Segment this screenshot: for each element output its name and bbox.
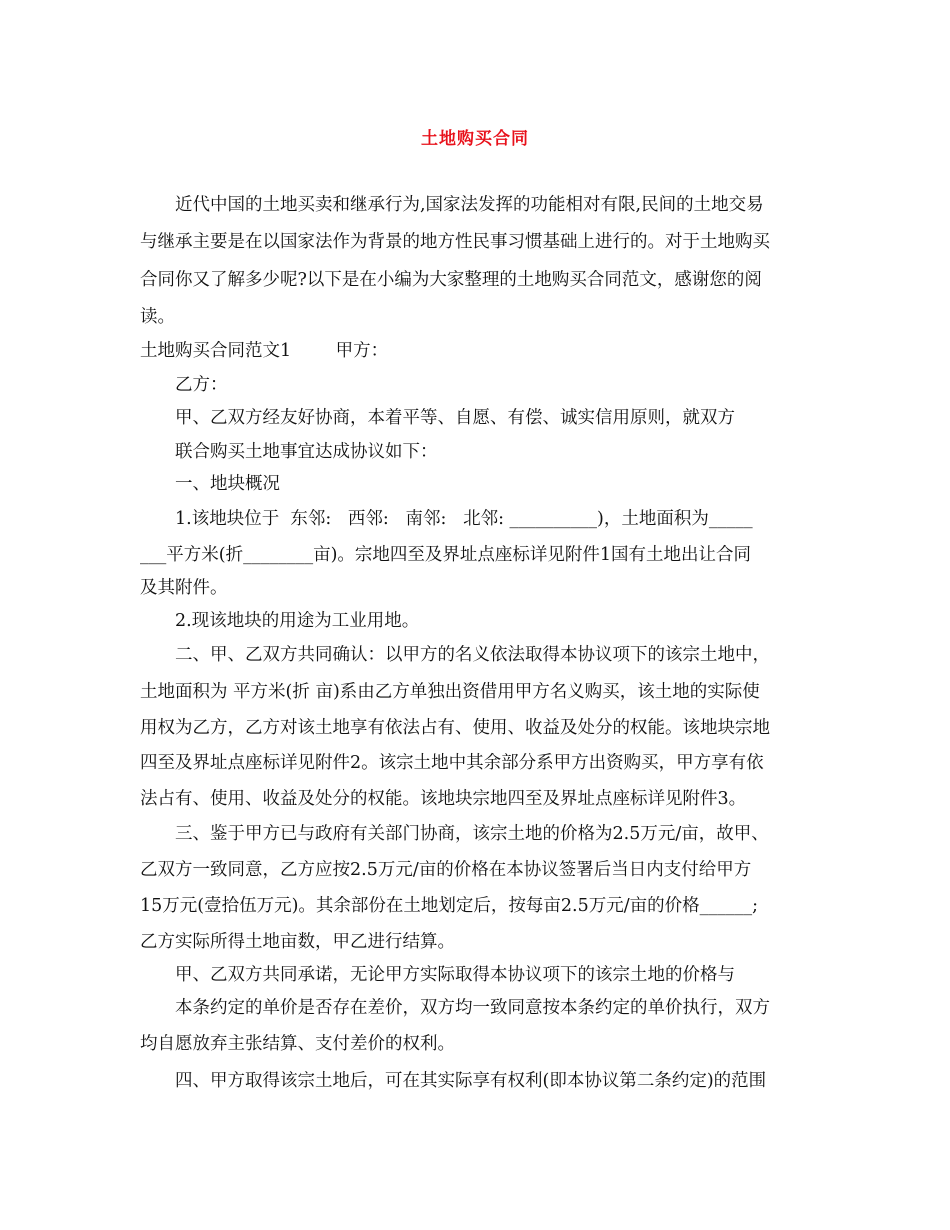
paragraph-line: 土地面积为 平方米(折 亩)系由乙方单独出资借用甲方名义购买，该土地的实际使: [140, 682, 760, 702]
paragraph-line: 甲、乙双方共同承诺，无论甲方实际取得本协议项下的该宗土地的价格与: [175, 965, 735, 985]
paragraph-line: ___平方米(折________亩)。宗地四至及界址点座标详见附件1国有土地出让合同: [140, 545, 752, 565]
paragraph-line: 用权为乙方，乙方对该土地享有依法占有、使用、收益及处分的权能。该地块宗地: [140, 718, 770, 738]
paragraph-line: 近代中国的土地买卖和继承行为,国家法发挥的功能相对有限,民间的土地交易: [175, 195, 764, 215]
paragraph-line: 及其附件。: [140, 578, 228, 598]
paragraph-line: 一、地块概况: [175, 474, 280, 494]
paragraph-line: 15万元(壹拾伍万元)。其余部份在土地划定后，按每亩2.5万元/亩的价格______;: [140, 896, 759, 916]
paragraph-line: 1.该地块位于 东邻: 西邻: 南邻: 北邻: __________)，土地面积为_____: [175, 509, 753, 529]
paragraph-line: 甲、乙双方经友好协商，本着平等、自愿、有偿、诚实信用原则，就双方: [175, 408, 735, 428]
paragraph-line: 乙方：: [175, 375, 228, 395]
paragraph-line: 乙方实际所得土地亩数，甲乙进行结算。: [140, 932, 455, 952]
paragraph-line: 合同你又了解多少呢?以下是在小编为大家整理的土地购买合同范文，感谢您的阅: [140, 270, 762, 290]
paragraph-line: 联合购买土地事宜达成协议如下：: [175, 442, 438, 462]
document-title: 土地购买合同: [421, 129, 529, 149]
paragraph-line: 三、鉴于甲方已与政府有关部门协商，该宗土地的价格为2.5万元/亩，故甲、: [175, 824, 769, 844]
paragraph-line: 四至及界址点座标详见附件2。该宗土地中其余部分系甲方出资购买，甲方享有依: [140, 753, 764, 773]
paragraph-line: 土地购买合同范文1 甲方：: [140, 341, 389, 361]
paragraph-line: 乙双方一致同意，乙方应按2.5万元/亩的价格在本协议签署后当日内支付给甲方: [140, 860, 752, 880]
paragraph-line: 读。: [140, 307, 175, 327]
paragraph-line: 四、甲方取得该宗土地后，可在其实际享有权利(即本协议第二条约定)的范围: [175, 1071, 767, 1091]
paragraph-line: 本条约定的单价是否存在差价，双方均一致同意按本条约定的单价执行，双方: [175, 998, 770, 1018]
paragraph-line: 均自愿放弃主张结算、支付差价的权利。: [140, 1034, 455, 1054]
paragraph-line: 2.现该地块的用途为工业用地。: [175, 611, 420, 631]
paragraph-line: 二、甲、乙双方共同确认：以甲方的名义依法取得本协议项下的该宗土地中，: [175, 645, 770, 665]
paragraph-line: 与继承主要是在以国家法作为背景的地方性民事习惯基础上进行的。对于土地购买: [140, 232, 770, 252]
paragraph-line: 法占有、使用、收益及处分的权能。该地块宗地四至及界址点座标详见附件3。: [140, 789, 747, 809]
